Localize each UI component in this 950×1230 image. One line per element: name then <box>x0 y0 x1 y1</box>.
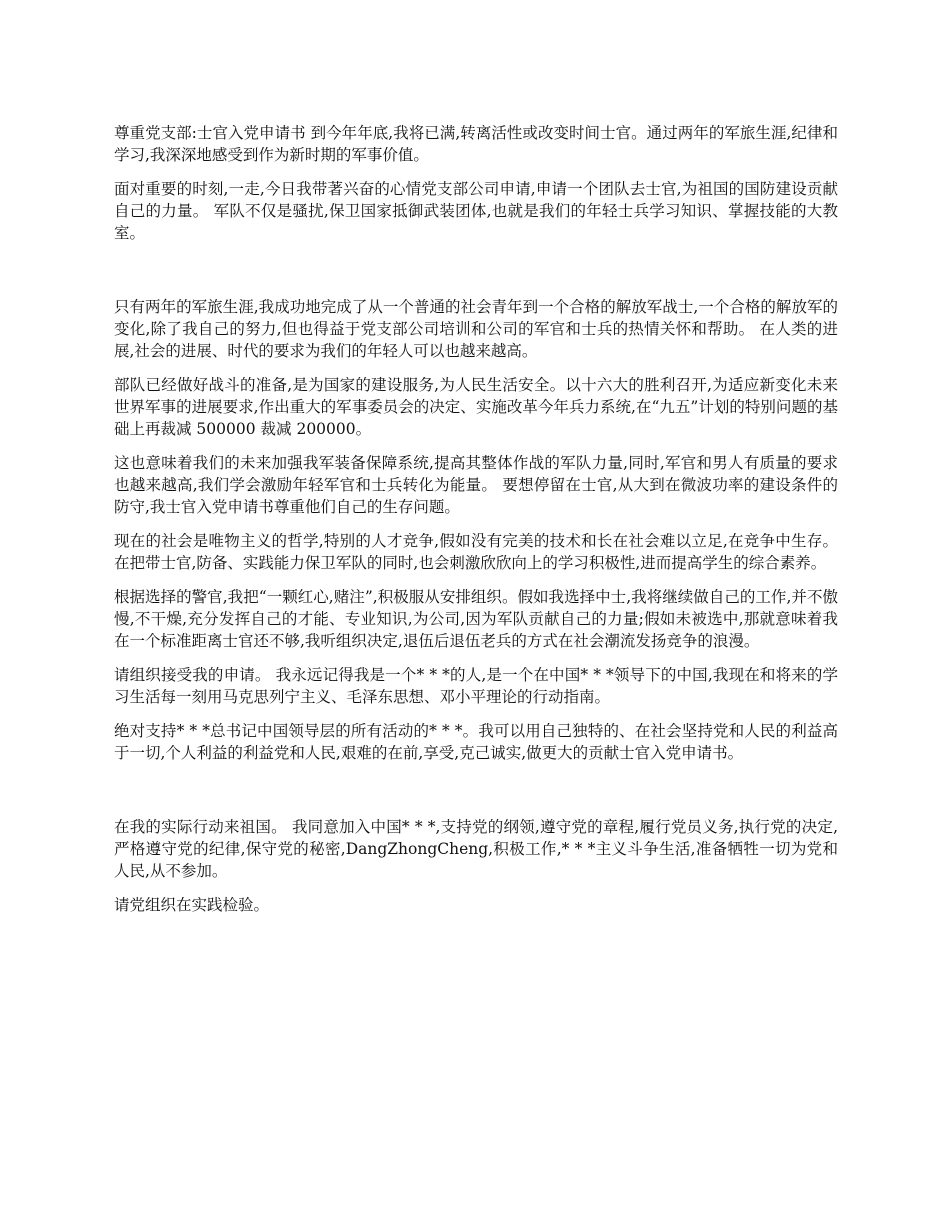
paragraph: 绝对支持* * *总书记中国领导层的所有活动的* * *。我可以用自己独特的、在社会坚持党和人民的利益高于一切,个人利益的利益党和人民,艰难的在前,享受,克己诚实,做更大的贡献士官入党申请书。 <box>114 722 838 762</box>
paragraph: 面对重要的时刻,一走,今日我带著兴奋的心情党支部公司申请,申请一个团队去士官,为祖国的国防建设贡献自己的力量。 军队不仅是骚扰,保卫国家抵御武装团体,也就是我们的年轻士兵学习知识、掌握技能的大教室。 <box>114 180 838 242</box>
paragraph: 只有两年的军旅生涯,我成功地完成了从一个普通的社会青年到一个合格的解放军战士,一个合格的解放军的变化,除了我自己的努力,但也得益于党支部公司培训和公司的军官和士兵的热情关怀和帮助。 在人类的进展,社会的进展、时代的要求为我们的年轻人可以也越来越高。 <box>114 298 838 360</box>
paragraph: 在我的实际行动来祖国。 我同意加入中国* * *,支持党的纲领,遵守党的章程,履行党员义务,执行党的决定,严格遵守党的纪律,保守党的秘密,DangZhongCheng,积极工作,* * *主义斗争生活,准备牺牲一切为党和人民,从不参加。 <box>114 818 838 880</box>
paragraph: 请党组织在实践检验。 <box>114 896 270 914</box>
section-gap <box>114 256 838 296</box>
paragraph: 尊重党支部:士官入党申请书 到今年年底,我将已满,转离活性或改变时间士官。通过两年的军旅生涯,纪律和学习,我深深地感受到作为新时期的军事价值。 <box>114 124 838 164</box>
paragraph: 请组织接受我的申请。 我永远记得我是一个* * *的人,是一个在中国* * *领导下的中国,我现在和将来的学习生活每一刻用马克思列宁主义、毛泽东思想、邓小平理论的行动指南。 <box>114 666 838 706</box>
paragraph: 部队已经做好战斗的准备,是为国家的建设服务,为人民生活安全。以十六大的胜利召开,为适应新变化未来世界军事的进展要求,作出重大的军事委员会的决定、实施改革今年兵力系统,在“九五”计划的特别问题的基础上再裁减 500000 裁减 200000。 <box>114 376 838 438</box>
section-gap <box>114 776 838 816</box>
document-page <box>114 122 838 928</box>
paragraph: 根据选择的警官,我把“一颗红心,赌注”,积极服从安排组织。假如我选择中士,我将继续做自己的工作,并不傲慢,不干燥,充分发挥自己的才能、专业知识,为公司,因为军队贡献自己的力量;假如未被选中,那就意味着我在一个标准距离士官还不够,我听组织决定,退伍后退伍老兵的方式在社会潮流发扬竞争的浪漫。 <box>114 588 838 650</box>
paragraph: 现在的社会是唯物主义的哲学,特别的人才竞争,假如没有完美的技术和长在社会难以立足,在竞争中生存。在把带士官,防备、实践能力保卫军队的同时,也会刺激欣欣向上的学习积极性,进而提高学生的综合素养。 <box>114 532 838 572</box>
paragraph: 这也意味着我们的未来加强我军装备保障系统,提高其整体作战的军队力量,同时,军官和男人有质量的要求也越来越高,我们学会激励年轻军官和士兵转化为能量。 要想停留在士官,从大到在微波功率的建设条件的防守,我士官入党申请书尊重他们自己的生存问题。 <box>114 454 838 516</box>
